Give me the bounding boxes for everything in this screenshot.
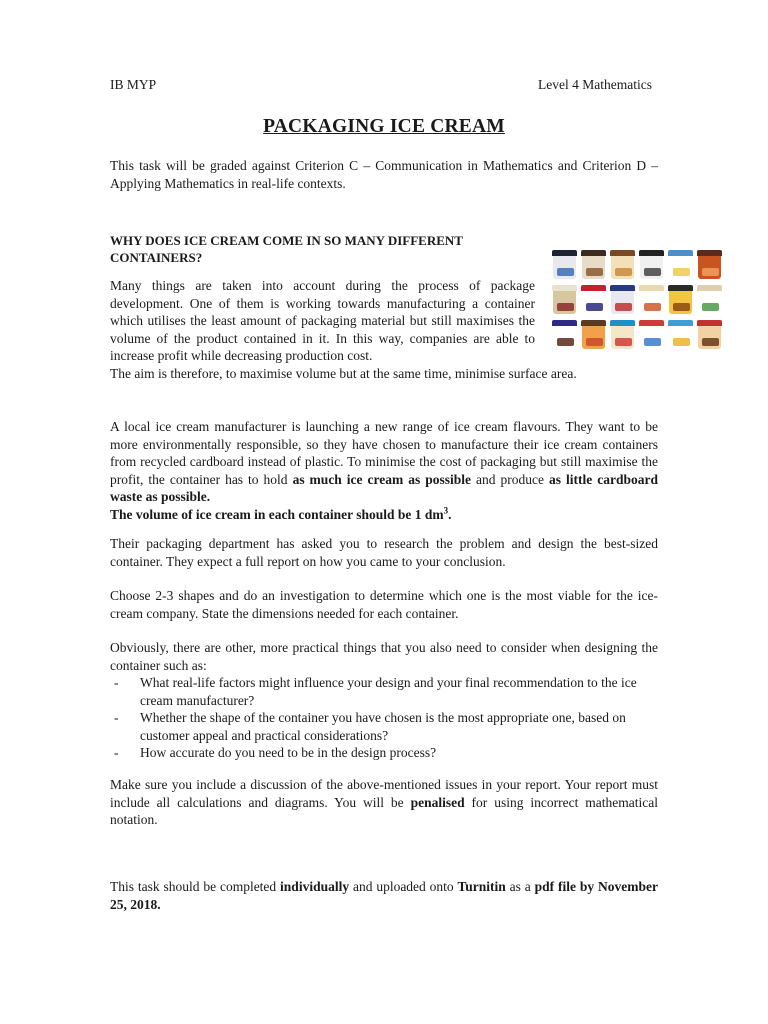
volume-exponent: 3 — [443, 505, 449, 516]
submission-bold-turnitin: Turnitin — [457, 879, 506, 894]
manufacturer-text-b: and produce — [471, 471, 549, 487]
ice-cream-tub-icon — [668, 320, 693, 350]
list-dash: - — [114, 710, 119, 726]
report-text-b: for using incorrect mathematical notation. — [110, 794, 658, 828]
paragraph-aim: The aim is therefore, to maximise volume but at the same time, minimise surface area. — [110, 365, 577, 381]
report-bold-penalised: penalised — [410, 794, 465, 810]
tub-label — [557, 268, 574, 276]
tub-body — [698, 291, 721, 314]
list-item-text: Whether the shape of the container you have chosen is the most appropriate one, based on customer appeal and practical considerations? — [140, 710, 626, 743]
list-dash: - — [114, 745, 119, 761]
list-item — [110, 744, 658, 762]
submission-bold-individually: individually — [280, 879, 350, 894]
tub-body — [698, 326, 721, 349]
submission-text-c: as a — [505, 879, 535, 894]
section-heading: WHY DOES ICE CREAM COME IN SO MANY DIFFERENT CONTAINERS? — [110, 233, 463, 265]
manufacturer-bold-a: as much ice cream as possible — [292, 471, 472, 487]
tub-body — [582, 256, 605, 279]
tub-body — [611, 256, 634, 279]
ice-cream-tub-icon — [668, 250, 693, 280]
tub-label — [644, 268, 661, 276]
tub-label — [615, 268, 632, 276]
paragraph-report-requirements — [110, 776, 658, 829]
ice-cream-tub-icon — [639, 250, 664, 280]
tub-label — [673, 303, 690, 311]
manufacturer-text-a: A local ice cream manufacturer is launching a new range of ice cream flavours. They want to be more environmentally responsible, so they have chosen to manufacture their ice cream containers from recycled cardboard instead of plastic. To minimise the cost of packaging but still maximise the profit, the container has to hold — [110, 419, 658, 487]
considerations-list — [110, 674, 658, 762]
volume-requirement-end: . — [448, 506, 452, 522]
ice-cream-tub-icon — [697, 250, 722, 280]
list-item-text: How accurate do you need to be in the design process? — [140, 745, 437, 761]
page-title: PACKAGING ICE CREAM — [263, 116, 505, 137]
tub-label — [673, 268, 690, 276]
tub-label — [702, 268, 719, 276]
paragraph-package-development — [110, 277, 658, 383]
tub-body — [669, 326, 692, 349]
tub-label — [586, 268, 603, 276]
ice-cream-tub-icon — [697, 285, 722, 315]
submission-text-b: and uploaded onto — [349, 879, 458, 894]
paragraph-package-development-text: Many things are taken into account during the process of package development. One of them is working towards manufacturing a container which utilises the least amount of packaging material but still maximises the volume of the product contained in it. In this way, companies are able to increase profit while decreasing production cost. — [110, 278, 535, 364]
tub-body — [640, 256, 663, 279]
intro-paragraph: This task will be graded against Criterion C – Communication in Mathematics and Criterion D – Applying Mathematics in real-life contexts. — [110, 158, 658, 191]
paragraph-shapes: Choose 2-3 shapes and do an investigation to determine which one is the most viable for the ice-cream company. State the dimensions needed for each container. — [110, 588, 658, 621]
header-course: IB MYP — [110, 77, 157, 92]
ice-cream-tub-icon — [581, 250, 606, 280]
tub-body — [553, 256, 576, 279]
manufacturer-bold-b: as little cardboard waste as possible. — [110, 471, 658, 505]
tub-label — [702, 303, 719, 311]
report-text-a: Make sure you include a discussion of the above-mentioned issues in your report. Your report must include all calculations and diagrams. You will be — [110, 777, 658, 810]
submission-bold-deadline: pdf file by November 25, 2018. — [110, 879, 658, 912]
list-item — [110, 709, 658, 744]
submission-text-a: This task should be completed — [110, 879, 281, 894]
paragraph-considerations: Obviously, there are other, more practical things that you also need to consider when designing the container such as: — [110, 640, 658, 673]
header-level: Level 4 Mathematics — [538, 77, 652, 92]
paragraph-research: Their packaging department has asked you to research the problem and design the best-sized container. They expect a full report on how you came to your conclusion. — [110, 536, 658, 569]
ice-cream-tub-icon — [610, 250, 635, 280]
paragraph-submission — [110, 878, 658, 913]
paragraph-manufacturer — [110, 418, 658, 524]
list-item — [110, 674, 658, 709]
ice-cream-tub-icon — [552, 250, 577, 280]
tub-body — [698, 256, 721, 279]
tub-label — [702, 338, 719, 346]
list-item-text: What real-life factors might influence your design and your final recommendation to the ice cream manufacturer? — [140, 675, 637, 708]
volume-requirement — [110, 507, 452, 522]
tub-body — [669, 256, 692, 279]
list-dash: - — [114, 675, 119, 690]
ice-cream-tub-icon — [697, 320, 722, 350]
tub-label — [673, 338, 690, 346]
ice-cream-tub-icon — [668, 285, 693, 315]
volume-requirement-text: The volume of ice cream in each container should be 1 dm — [110, 506, 444, 522]
tub-body — [669, 291, 692, 314]
